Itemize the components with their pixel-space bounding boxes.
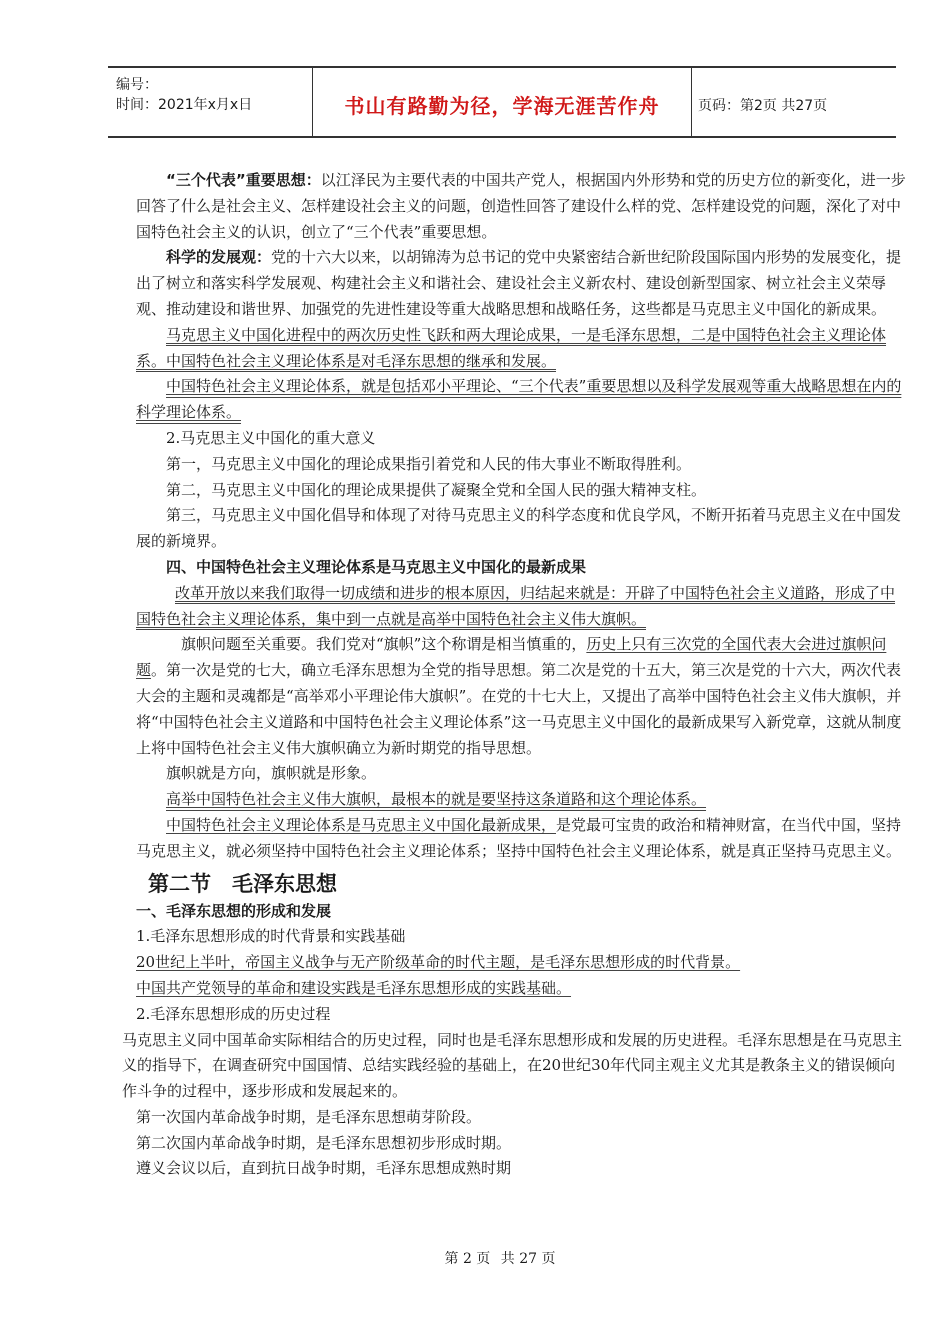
paragraph-text: 是党最可宝贵的政治和精神财富，在当代中国，坚持马克思主义，就必须坚持中国特色社会主义理论体系；坚持中国特色社会主义理论体系，就是真正坚持马克思主义。 [136,815,902,860]
paragraph-first: 第一，马克思主义中国化的理论成果指引着党和人民的伟大事业不断取得胜利。 [166,454,692,473]
paragraph-latest-achievement [136,813,906,865]
header-right-cell [690,68,896,136]
paragraph-second: 第二，马克思主义中国化的理论成果提供了凝聚全党和全国人民的强大精神支柱。 [166,480,707,499]
paragraph-third: 第三，马克思主义中国化倡导和体现了对待马克思主义的科学态度和优良学风，不断开拓着马克思主义在中国发展的新境界。 [136,506,902,551]
underlined-text: 高举中国特色社会主义伟大旗帜，最根本的就是要坚持这条道路和这个理论体系。 [166,790,707,809]
header-motto: 书山有路勤为径，学海无涯苦作舟 [344,94,660,118]
footer-page-number: 第 2 页 [444,1251,491,1267]
document-number-label: 编号： [116,77,158,93]
header-page-label: 页码：第2页 共27页 [698,98,828,114]
paragraph-second-war: 第二次国内革命战争时期，是毛泽东思想初步形成时期。 [136,1133,512,1152]
section-heading-four: 四、中国特色社会主义理论体系是马克思主义中国化的最新成果 [166,557,587,576]
paragraph-era-background [136,950,906,976]
underlined-text: 20世纪上半叶，帝国主义战争与无产阶级革命的时代主题，是毛泽东思想形成的时代背景。 [136,953,741,972]
term-scientific-outlook: 科学的发展观： [166,248,272,267]
footer-page-total: 共 27 页 [500,1251,556,1267]
document-body [122,168,906,1182]
header-left-cell [108,68,312,136]
underlined-text: 历史上只有三次党的全国代表大会进过旗帜问题 [136,635,887,680]
paragraph-banner-direction: 旗帜就是方向，旗帜就是形象。 [166,764,377,783]
paragraph-zunyi: 遵义会议以后，直到抗日战争时期，毛泽东思想成熟时期 [136,1159,512,1178]
underlined-text: 改革开放以来我们取得一切成绩和进步的根本原因，归结起来就是：开辟了中国特色社会主义道路，形成了中国特色社会主义理论体系，集中到一点就是高举中国特色社会主义伟大旗帜。 [136,583,896,628]
document-time-label: 时间：2021年x月x日 [116,97,253,113]
paragraph-history-heading: 2.毛泽东思想形成的历史过程 [136,1004,331,1023]
page-header [108,66,896,138]
underlined-text: 马克思主义中国化进程中的两次历史性飞跃和两大理论成果，一是毛泽东思想，二是中国特色社会主义理论体系。中国特色社会主义理论体系是对毛泽东思想的继承和发展。 [136,325,887,370]
section-title: 第二节 毛泽东思想 [148,871,337,896]
paragraph-text: 旗帜问题至关重要。我们党对“旗帜”这个称谓是相当慎重的， [181,635,587,654]
paragraph-text: 以江泽民为主要代表的中国共产党人，根据国内外形势和党的历史方位的新变化，进一步回答了什么是社会主义、怎样建设社会主义的问题，创造性回答了建设什么样的党、怎样建设党的问题，深化了对中国特色社会主义的认识，创立了“三个代表”重要思想。 [136,171,906,241]
underlined-text: 中国特色社会主义理论体系是马克思主义中国化最新成果， [166,815,557,834]
paragraph-hold-high [136,787,906,813]
paragraph-significance-heading: 2.马克思主义中国化的重大意义 [166,428,376,447]
page-footer [0,1248,950,1268]
underlined-text: 中国共产党领导的革命和建设实践是毛泽东思想形成的实践基础。 [136,978,572,997]
paragraph-era-background-heading: 1.毛泽东思想形成的时代背景和实践基础 [136,927,406,946]
paragraph-three-represents [136,168,906,245]
underlined-text: 中国特色社会主义理论体系，就是包括邓小平理论、“三个代表”重要思想以及科学发展观等重大战略思想在内的科学理论体系。 [136,377,902,422]
paragraph-banner [136,632,906,761]
term-three-represents: “三个代表”重要思想： [166,171,321,189]
paragraph-theory-system [136,374,906,426]
paragraph-reform [136,581,906,633]
subsection-title: 一、毛泽东思想的形成和发展 [136,901,332,920]
paragraph-history: 马克思主义同中国革命实际相结合的历史过程，同时也是毛泽东思想形成和发展的历史进程。毛泽东思想是在马克思主义的指导下，在调查研究中国国情、总结实践经验的基础上，在20世纪30年代同主观主义尤其是教条主义的错误倾向作斗争的过程中，逐步形成和发展起来的。 [122,1030,903,1101]
paragraph-scientific-outlook [136,245,906,322]
paragraph-text: 党的十六大以来，以胡锦涛为总书记的党中央紧密结合新世纪阶段国际国内形势的发展变化，提出了树立和落实科学发展观、构建社会主义和谐社会、建设社会主义新农村、建设创新型国家、树立社会主义荣辱观、推动建设和谐世界、加强党的先进性建设等重大战略思想和战略任务，这些都是马克思主义中国化的新成果。 [136,248,902,318]
paragraph-first-war: 第一次国内革命战争时期，是毛泽东思想萌芽阶段。 [136,1107,482,1126]
paragraph-practice-basis [136,976,906,1002]
header-motto-cell [312,68,692,136]
paragraph-text: 。第一次是党的七大，确立毛泽东思想为全党的指导思想。第二次是党的十五大，第三次是党的十六大，两次代表大会的主题和灵魂都是“高举邓小平理论伟大旗帜”。在党的十七大上，又提出了高举中国特色社会主义伟大旗帜，并将“中国特色社会主义道路和中国特色社会主义理论体系”这一马克思主义中国化的最新成果写入新党章，这就从制度上将中国特色社会主义伟大旗帜确立为新时期党的指导思想。 [136,661,902,757]
paragraph-two-leaps [136,323,906,375]
